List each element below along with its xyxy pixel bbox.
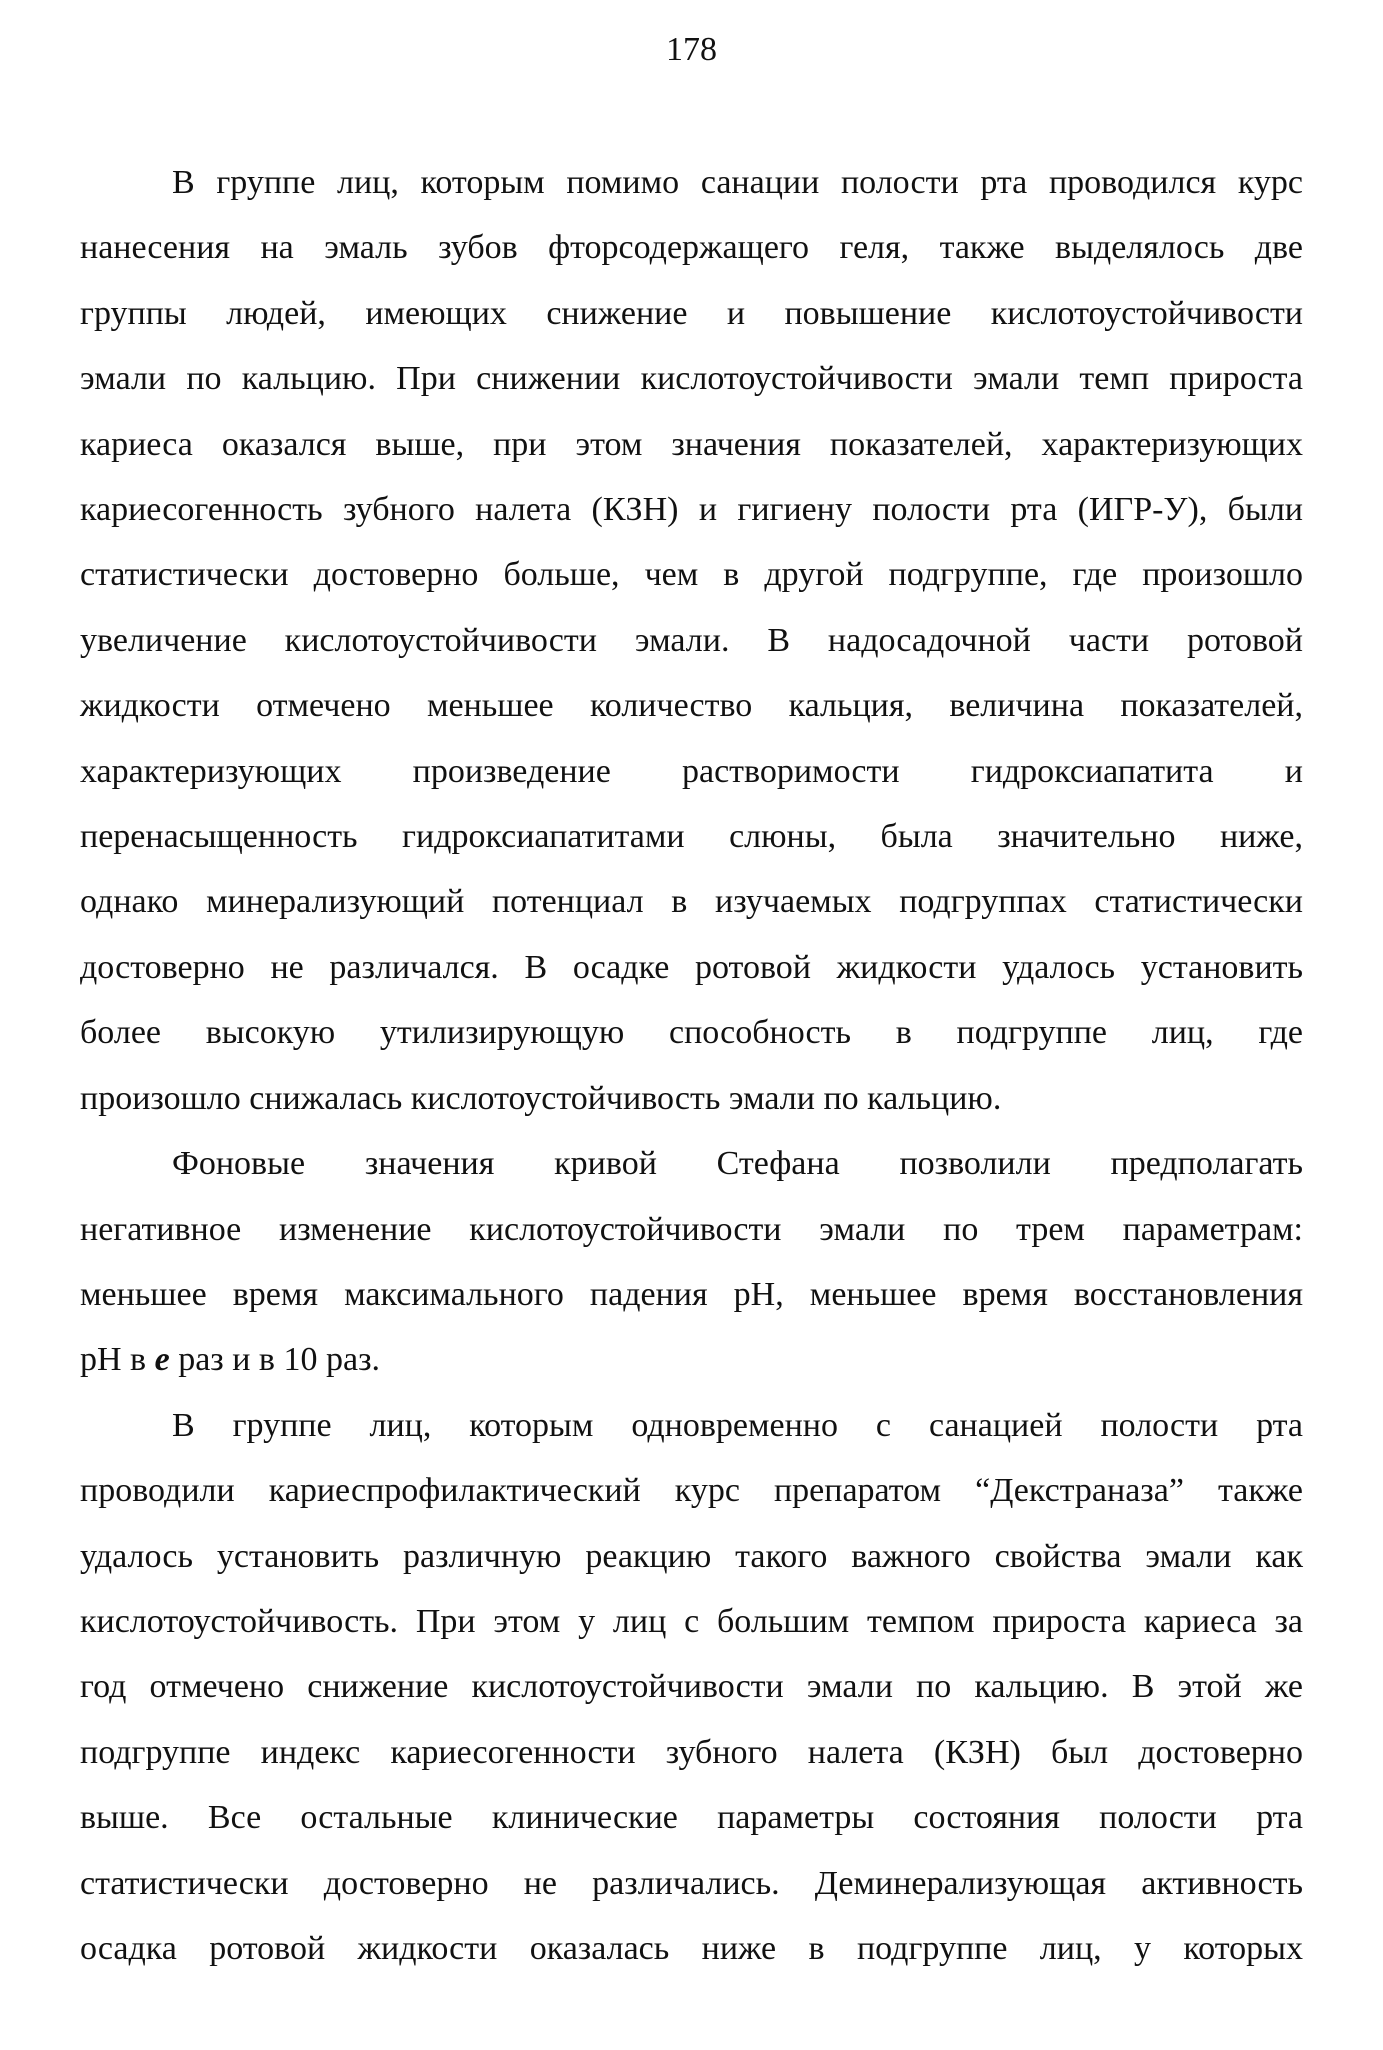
- text-line: кариеса оказался выше, при этом значения показателей, характеризующих: [80, 425, 1303, 463]
- text-fragment: рН в: [80, 1341, 155, 1379]
- text-line: более высокую утилизирующую способность в подгруппе лиц, где: [80, 1014, 1303, 1052]
- text-line: подгруппе индекс кариесогенности зубного налета (КЗН) был достоверно: [80, 1733, 1303, 1771]
- text-line: осадка ротовой жидкости оказалась ниже в подгруппе лиц, у которых: [80, 1929, 1303, 1967]
- text-line: В группе лиц, которым одновременно с санацией полости рта: [172, 1406, 1303, 1444]
- text-line: кариесогенность зубного налета (КЗН) и гигиену полости рта (ИГР-У), были: [80, 491, 1303, 529]
- text-line: [80, 1327, 1303, 1392]
- text-line: эмали по кальцию. При снижении кислотоустойчивости эмали темп прироста: [80, 360, 1303, 398]
- page-number: 178: [666, 31, 717, 68]
- text-line: негативное изменение кислотоустойчивости эмали по трем параметрам:: [80, 1210, 1303, 1248]
- text-line: удалось установить различную реакцию такого важного свойства эмали как: [80, 1537, 1303, 1575]
- text-line: характеризующих произведение растворимости гидроксиапатита и: [80, 752, 1303, 790]
- text-line: кислотоустойчивость. При этом у лиц с большим темпом прироста кариеса за: [80, 1602, 1303, 1640]
- text-line: однако минерализующий потенциал в изучаемых подгруппах статистически: [80, 883, 1303, 921]
- text-line: год отмечено снижение кислотоустойчивости эмали по кальцию. В этой же: [80, 1668, 1303, 1706]
- paragraph-1: [80, 150, 1303, 1131]
- text-line: статистически достоверно не различались. Деминерализующая активность: [80, 1864, 1303, 1902]
- text-fragment: раз и в 10 раз.: [169, 1341, 380, 1379]
- text-line: В группе лиц, которым помимо санации полости рта проводился курс: [172, 164, 1303, 201]
- paragraph-2: [80, 1131, 1303, 1393]
- text-line: группы людей, имеющих снижение и повышение кислотоустойчивости: [80, 294, 1303, 332]
- text-line: перенасыщенность гидроксиапатитами слюны, была значительно ниже,: [80, 818, 1303, 856]
- text-line: увеличение кислотоустойчивости эмали. В надосадочной части ротовой: [80, 621, 1303, 659]
- body-text: [80, 150, 1303, 1981]
- text-line: статистически достоверно больше, чем в другой подгруппе, где произошло: [80, 556, 1303, 594]
- text-line: нанесения на эмаль зубов фторсодержащего геля, также выделялось две: [80, 229, 1303, 267]
- text-line: произошло снижалась кислотоустойчивость эмали по кальцию.: [80, 1079, 1002, 1117]
- euler-number-symbol: e: [154, 1341, 170, 1379]
- paragraph-3: [80, 1393, 1303, 1982]
- text-line: проводили кариеспрофилактический курс препаратом “Декстраназа” также: [80, 1472, 1303, 1510]
- text-line: жидкости отмечено меньшее количество кальция, величина показателей,: [80, 687, 1303, 725]
- text-line: достоверно не различался. В осадке ротовой жидкости удалось установить: [80, 948, 1303, 986]
- text-line: Фоновые значения кривой Стефана позволили предполагать: [172, 1145, 1303, 1183]
- text-line: выше. Все остальные клинические параметры состояния полости рта: [80, 1799, 1303, 1837]
- text-line: меньшее время максимального падения рН, меньшее время восстановления: [80, 1275, 1303, 1313]
